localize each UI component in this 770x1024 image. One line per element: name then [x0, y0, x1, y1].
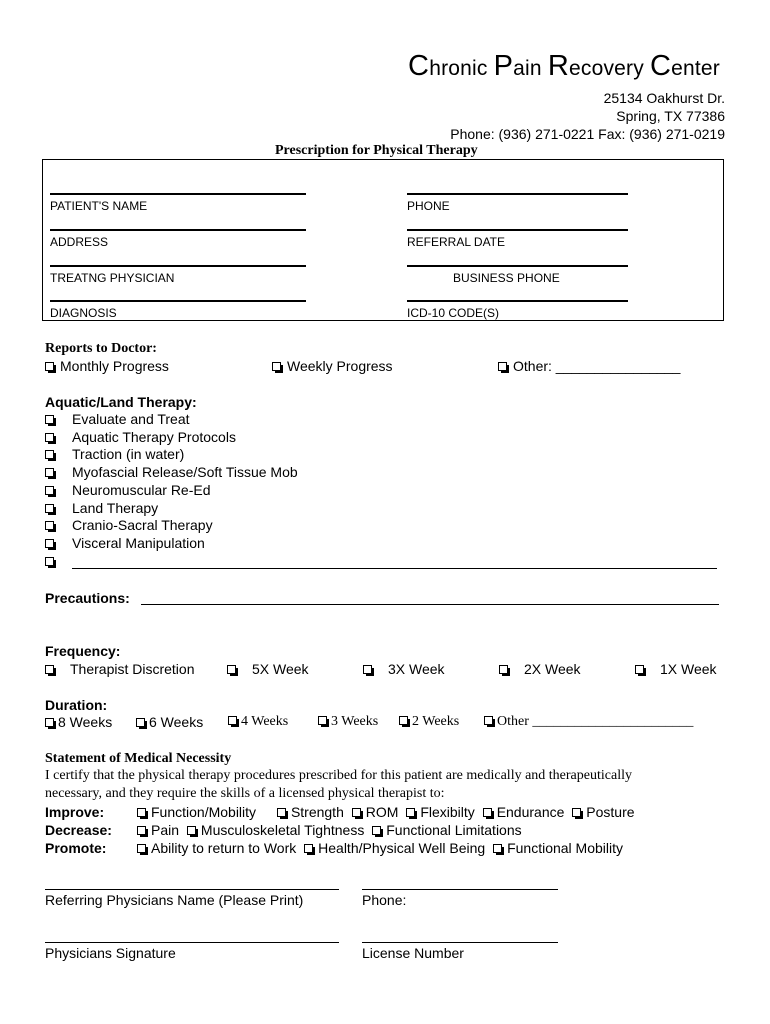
checkbox-icon[interactable]	[406, 808, 415, 817]
checkbox-icon[interactable]	[45, 557, 54, 566]
phone-line[interactable]	[407, 193, 628, 195]
duration-option[interactable]	[318, 714, 378, 730]
frequency-label: Therapist Discretion	[70, 661, 195, 677]
checkbox-icon[interactable]	[45, 415, 54, 424]
address-line-2: Spring, TX 77386	[616, 108, 725, 124]
checkbox-icon[interactable]	[45, 665, 54, 674]
duration-label: 8 Weeks	[58, 714, 113, 730]
decrease-option-label: Musculoskeletal Tightness	[200, 822, 365, 838]
improve-option-label: Strength	[290, 804, 344, 820]
improve-option-label: Endurance	[496, 804, 565, 820]
option-label: Weekly Progress	[287, 358, 393, 374]
duration-option[interactable]	[45, 714, 112, 730]
business-phone-line[interactable]	[407, 265, 628, 267]
diagnosis-label: DIAGNOSIS	[50, 306, 117, 320]
therapy-item-label: Neuromuscular Re-Ed	[72, 481, 211, 498]
therapy-item-other[interactable]	[45, 553, 717, 571]
checkbox-icon[interactable]	[483, 808, 492, 817]
checkbox-icon[interactable]	[304, 844, 313, 853]
form-title: Prescription for Physical Therapy	[275, 143, 478, 158]
checkbox-icon[interactable]	[499, 665, 508, 674]
option-label: Monthly Progress	[60, 358, 169, 374]
weekly-progress-option[interactable]	[272, 358, 393, 374]
checkbox-icon[interactable]	[45, 486, 54, 495]
frequency-label: 1X Week	[660, 661, 717, 677]
duration-label: Other _______________________	[497, 714, 694, 729]
promote-option-label: Health/Physical Well Being	[318, 840, 486, 856]
checkbox-icon[interactable]	[137, 808, 146, 817]
title-word: ecovery	[569, 57, 650, 80]
checkbox-icon[interactable]	[45, 433, 54, 442]
frequency-label: 5X Week	[252, 661, 309, 677]
title-word: ain	[513, 57, 548, 80]
improve-option[interactable]	[572, 804, 634, 820]
checkbox-icon[interactable]	[572, 808, 581, 817]
necessity-heading: Statement of Medical Necessity	[45, 751, 232, 766]
frequency-option[interactable]	[635, 661, 717, 677]
improve-option-label: ROM	[365, 804, 399, 820]
therapy-item-label: Cranio-Sacral Therapy	[72, 517, 213, 534]
improve-option[interactable]	[137, 804, 256, 820]
improve-option-label: Flexibilty	[420, 804, 475, 820]
title-word: hronic	[429, 57, 494, 80]
decrease-option[interactable]	[187, 822, 364, 838]
option-label: Other: ________________	[513, 358, 681, 374]
improve-options	[137, 804, 635, 820]
improve-option[interactable]	[277, 804, 344, 820]
checkbox-icon[interactable]	[137, 826, 146, 835]
therapy-item[interactable]	[45, 464, 717, 482]
checkbox-icon[interactable]	[484, 716, 493, 725]
referral-date-label: REFERRAL DATE	[407, 235, 506, 249]
physician-name-label: Referring Physicians Name (Please Print)	[45, 892, 304, 908]
checkbox-icon[interactable]	[137, 844, 146, 853]
license-number-label: License Number	[362, 945, 464, 961]
improve-option-label: Posture	[586, 804, 635, 820]
physician-phone-line[interactable]	[362, 889, 558, 890]
treating-physician-label: TREATNG PHYSICIAN	[50, 271, 175, 285]
title-cap: R	[547, 50, 569, 82]
improve-option[interactable]	[352, 804, 399, 820]
other-therapy-line[interactable]	[72, 556, 717, 569]
therapy-item-label: Visceral Manipulation	[72, 534, 205, 551]
title-cap: C	[649, 50, 672, 82]
therapy-item[interactable]	[45, 482, 717, 500]
checkbox-icon[interactable]	[399, 716, 408, 725]
checkbox-icon[interactable]	[498, 362, 507, 371]
address-label: ADDRESS	[50, 235, 109, 249]
checkbox-icon[interactable]	[318, 716, 327, 725]
checkbox-icon[interactable]	[45, 504, 54, 513]
checkbox-icon[interactable]	[277, 808, 286, 817]
frequency-label: 2X Week	[524, 661, 581, 677]
promote-options	[137, 840, 623, 856]
promote-label: Promote:	[45, 840, 107, 856]
duration-label: 2 Weeks	[412, 714, 460, 729]
therapy-item-label: Myofascial Release/Soft Tissue Mob	[72, 464, 298, 481]
decrease-options	[137, 822, 522, 838]
precautions-label: Precautions:	[45, 590, 130, 606]
checkbox-icon[interactable]	[45, 362, 54, 371]
checkbox-icon[interactable]	[493, 844, 502, 853]
therapy-heading: Aquatic/Land Therapy:	[45, 394, 197, 410]
other-report-option[interactable]	[498, 358, 680, 374]
therapy-item-label: Traction (in water)	[72, 446, 185, 463]
phone-label: PHONE	[407, 199, 450, 213]
patient-name-line[interactable]	[50, 193, 306, 195]
therapy-item[interactable]	[45, 500, 717, 518]
duration-label: 3 Weeks	[331, 714, 379, 729]
treating-physician-line[interactable]	[50, 265, 306, 267]
therapy-item[interactable]	[45, 517, 717, 535]
checkbox-icon[interactable]	[45, 718, 54, 727]
decrease-label: Decrease:	[45, 822, 112, 838]
checkbox-icon[interactable]	[635, 665, 644, 674]
necessity-text-line-2: necessary, and they require the skills of a licensed physical therapist to:	[45, 786, 445, 801]
duration-label: 6 Weeks	[149, 714, 204, 730]
title-cap: P	[493, 50, 514, 82]
therapy-list	[45, 411, 717, 570]
necessity-text-line-1: I certify that the physical therapy procedures prescribed for this patient are medically and therapeutically	[45, 768, 632, 783]
icd-codes-line[interactable]	[407, 300, 628, 302]
checkbox-icon[interactable]	[352, 808, 361, 817]
reports-heading: Reports to Doctor:	[45, 341, 157, 356]
duration-option-other[interactable]	[484, 714, 693, 730]
checkbox-icon[interactable]	[227, 665, 236, 674]
checkbox-icon[interactable]	[136, 718, 145, 727]
promote-option[interactable]	[137, 840, 296, 856]
physician-phone-label: Phone:	[362, 892, 407, 908]
checkbox-icon[interactable]	[228, 716, 237, 725]
business-phone-label: BUSINESS PHONE	[453, 271, 560, 285]
checkbox-icon[interactable]	[45, 450, 54, 459]
duration-heading: Duration:	[45, 697, 108, 713]
diagnosis-line[interactable]	[50, 300, 306, 302]
frequency-option[interactable]	[45, 661, 195, 677]
clinic-name	[408, 50, 720, 83]
title-word: enter	[671, 57, 720, 80]
therapy-item[interactable]	[45, 535, 717, 553]
improve-option[interactable]	[483, 804, 565, 820]
patient-info-box	[42, 159, 724, 321]
address-line[interactable]	[50, 229, 306, 231]
signature-line[interactable]	[45, 942, 339, 943]
checkbox-icon[interactable]	[372, 826, 381, 835]
therapy-item-label: Aquatic Therapy Protocols	[72, 428, 236, 445]
frequency-label: 3X Week	[388, 661, 445, 677]
frequency-heading: Frequency:	[45, 643, 121, 659]
patient-name-label: PATIENT'S NAME	[50, 199, 148, 213]
decrease-option[interactable]	[372, 822, 521, 838]
checkbox-icon[interactable]	[45, 539, 54, 548]
therapy-item[interactable]	[45, 411, 717, 429]
license-number-line[interactable]	[362, 942, 558, 943]
signature-label: Physicians Signature	[45, 945, 176, 961]
referral-date-line[interactable]	[407, 229, 628, 231]
duration-option[interactable]	[228, 714, 288, 730]
precautions-line[interactable]	[141, 604, 719, 605]
decrease-option-label: Functional Limitations	[386, 822, 522, 838]
therapy-item[interactable]	[45, 429, 717, 447]
title-cap: C	[408, 50, 430, 82]
therapy-item[interactable]	[45, 446, 717, 464]
physician-name-line[interactable]	[45, 889, 339, 890]
promote-option[interactable]	[304, 840, 485, 856]
decrease-option[interactable]	[137, 822, 179, 838]
improve-label: Improve:	[45, 804, 105, 820]
checkbox-icon[interactable]	[363, 665, 372, 674]
duration-option[interactable]	[136, 714, 203, 730]
duration-label: 4 Weeks	[241, 714, 289, 729]
therapy-item-label: Land Therapy	[72, 499, 159, 516]
address-line-1: 25134 Oakhurst Dr.	[603, 90, 725, 106]
decrease-option-label: Pain	[151, 822, 180, 838]
improve-option[interactable]	[406, 804, 474, 820]
checkbox-icon[interactable]	[272, 362, 281, 371]
icd-codes-label: ICD-10 CODE(S)	[407, 306, 500, 320]
promote-option[interactable]	[493, 840, 623, 856]
promote-option-label: Functional Mobility	[507, 840, 624, 856]
phone-fax: Phone: (936) 271-0221 Fax: (936) 271-0219	[450, 126, 725, 142]
frequency-option[interactable]	[499, 661, 581, 677]
duration-option[interactable]	[399, 714, 459, 730]
frequency-option[interactable]	[363, 661, 445, 677]
checkbox-icon[interactable]	[187, 826, 196, 835]
therapy-item-label: Evaluate and Treat	[72, 411, 190, 427]
monthly-progress-option[interactable]	[45, 358, 169, 374]
improve-option-label: Function/Mobility	[151, 804, 257, 820]
frequency-option[interactable]	[227, 661, 309, 677]
checkbox-icon[interactable]	[45, 521, 54, 530]
checkbox-icon[interactable]	[45, 468, 54, 477]
promote-option-label: Ability to return to Work	[151, 840, 297, 856]
